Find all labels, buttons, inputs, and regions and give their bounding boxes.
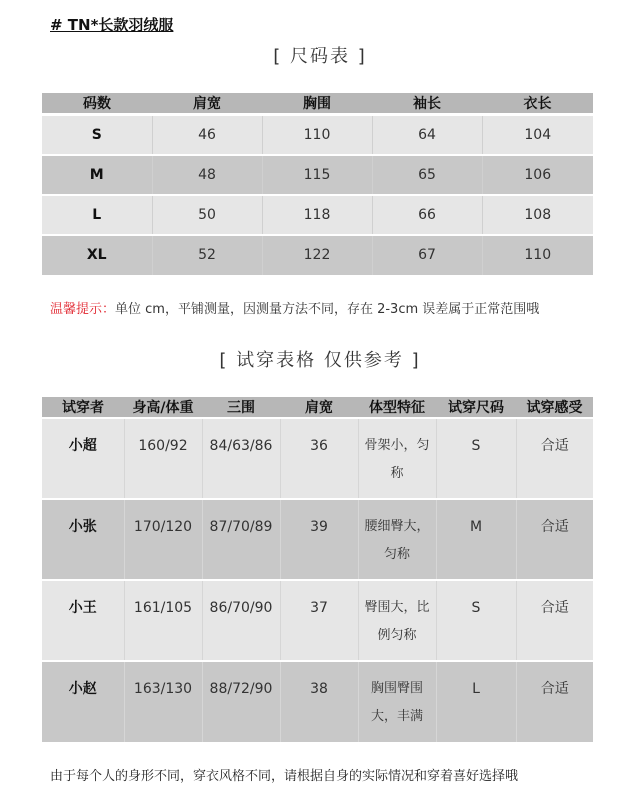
table-cell: 37 xyxy=(280,580,358,661)
column-header-length: 衣长 xyxy=(482,93,593,115)
column-header-measurements: 三围 xyxy=(202,397,280,418)
table-cell: 合适 xyxy=(516,661,593,742)
table-cell: 170/120 xyxy=(124,499,202,580)
try-on-title: [ 试穿表格 仅供参考 ] xyxy=(219,350,421,371)
table-header-row xyxy=(42,93,593,115)
table-cell: 86/70/90 xyxy=(202,580,280,661)
table-cell: 合适 xyxy=(516,499,593,580)
table-cell: 84/63/86 xyxy=(202,418,280,499)
table-cell: 161/105 xyxy=(124,580,202,661)
table-cell: 104 xyxy=(482,115,593,155)
table-cell: 110 xyxy=(262,115,372,155)
table-cell: 110 xyxy=(482,235,593,275)
column-header-shoulder: 肩宽 xyxy=(152,93,262,115)
notice-text: 单位 cm，平铺测量，因测量方法不同，存在 2-3cm 误差属于正常范围哦 xyxy=(115,302,540,317)
table-cell: 66 xyxy=(372,195,482,235)
table-cell: 163/130 xyxy=(124,661,202,742)
table-cell: 合适 xyxy=(516,580,593,661)
table-cell: 160/92 xyxy=(124,418,202,499)
table-cell: 50 xyxy=(152,195,262,235)
column-header-shoulder: 肩宽 xyxy=(280,397,358,418)
column-header-body-type: 体型特征 xyxy=(358,397,436,418)
table-row xyxy=(42,418,593,499)
table-cell: 臀围大，比例匀称 xyxy=(358,580,436,661)
table-cell: 38 xyxy=(280,661,358,742)
table-row xyxy=(42,155,593,195)
table-row xyxy=(42,661,593,742)
table-cell: S xyxy=(436,418,516,499)
table-cell: 小超 xyxy=(42,418,124,499)
size-chart-title: [ 尺码表 ] xyxy=(273,46,367,67)
column-header-try-size: 试穿尺码 xyxy=(436,397,516,418)
column-header-tester: 试穿者 xyxy=(42,397,124,418)
table-header-row xyxy=(42,397,593,418)
table-cell: 48 xyxy=(152,155,262,195)
column-header-chest: 胸围 xyxy=(262,93,372,115)
table-cell: 腰细臀大，匀称 xyxy=(358,499,436,580)
document-title: # TN*长款羽绒服 xyxy=(50,16,174,34)
table-cell: 118 xyxy=(262,195,372,235)
table-cell: 36 xyxy=(280,418,358,499)
footer-note: 由于每个人的身形不同，穿衣风格不同，请根据自身的实际情况和穿着喜好选择哦 xyxy=(50,769,519,784)
table-cell: 胸围臀围大，丰满 xyxy=(358,661,436,742)
table-row xyxy=(42,580,593,661)
table-row xyxy=(42,195,593,235)
table-cell: L xyxy=(42,195,152,235)
table-row xyxy=(42,235,593,275)
try-on-table xyxy=(42,397,593,742)
table-cell: 88/72/90 xyxy=(202,661,280,742)
table-cell: 65 xyxy=(372,155,482,195)
table-cell: S xyxy=(436,580,516,661)
column-header-size: 码数 xyxy=(42,93,152,115)
table-cell: 小张 xyxy=(42,499,124,580)
table-cell: 67 xyxy=(372,235,482,275)
table-cell: 46 xyxy=(152,115,262,155)
table-cell: 39 xyxy=(280,499,358,580)
table-cell: 合适 xyxy=(516,418,593,499)
table-cell: 122 xyxy=(262,235,372,275)
table-cell: 小王 xyxy=(42,580,124,661)
table-row xyxy=(42,499,593,580)
table-row xyxy=(42,115,593,155)
table-cell: 52 xyxy=(152,235,262,275)
table-cell: M xyxy=(436,499,516,580)
table-cell: 87/70/89 xyxy=(202,499,280,580)
table-cell: 106 xyxy=(482,155,593,195)
size-chart-table xyxy=(42,93,593,275)
table-cell: XL xyxy=(42,235,152,275)
table-cell: 64 xyxy=(372,115,482,155)
table-cell: S xyxy=(42,115,152,155)
notice-label: 温馨提示： xyxy=(50,302,116,317)
table-cell: 骨架小，匀称 xyxy=(358,418,436,499)
table-cell: L xyxy=(436,661,516,742)
table-cell: 115 xyxy=(262,155,372,195)
table-cell: M xyxy=(42,155,152,195)
column-header-feeling: 试穿感受 xyxy=(516,397,593,418)
column-header-sleeve: 袖长 xyxy=(372,93,482,115)
table-cell: 小赵 xyxy=(42,661,124,742)
table-cell: 108 xyxy=(482,195,593,235)
measurement-notice xyxy=(50,298,539,317)
column-header-height-weight: 身高/体重 xyxy=(124,397,202,418)
